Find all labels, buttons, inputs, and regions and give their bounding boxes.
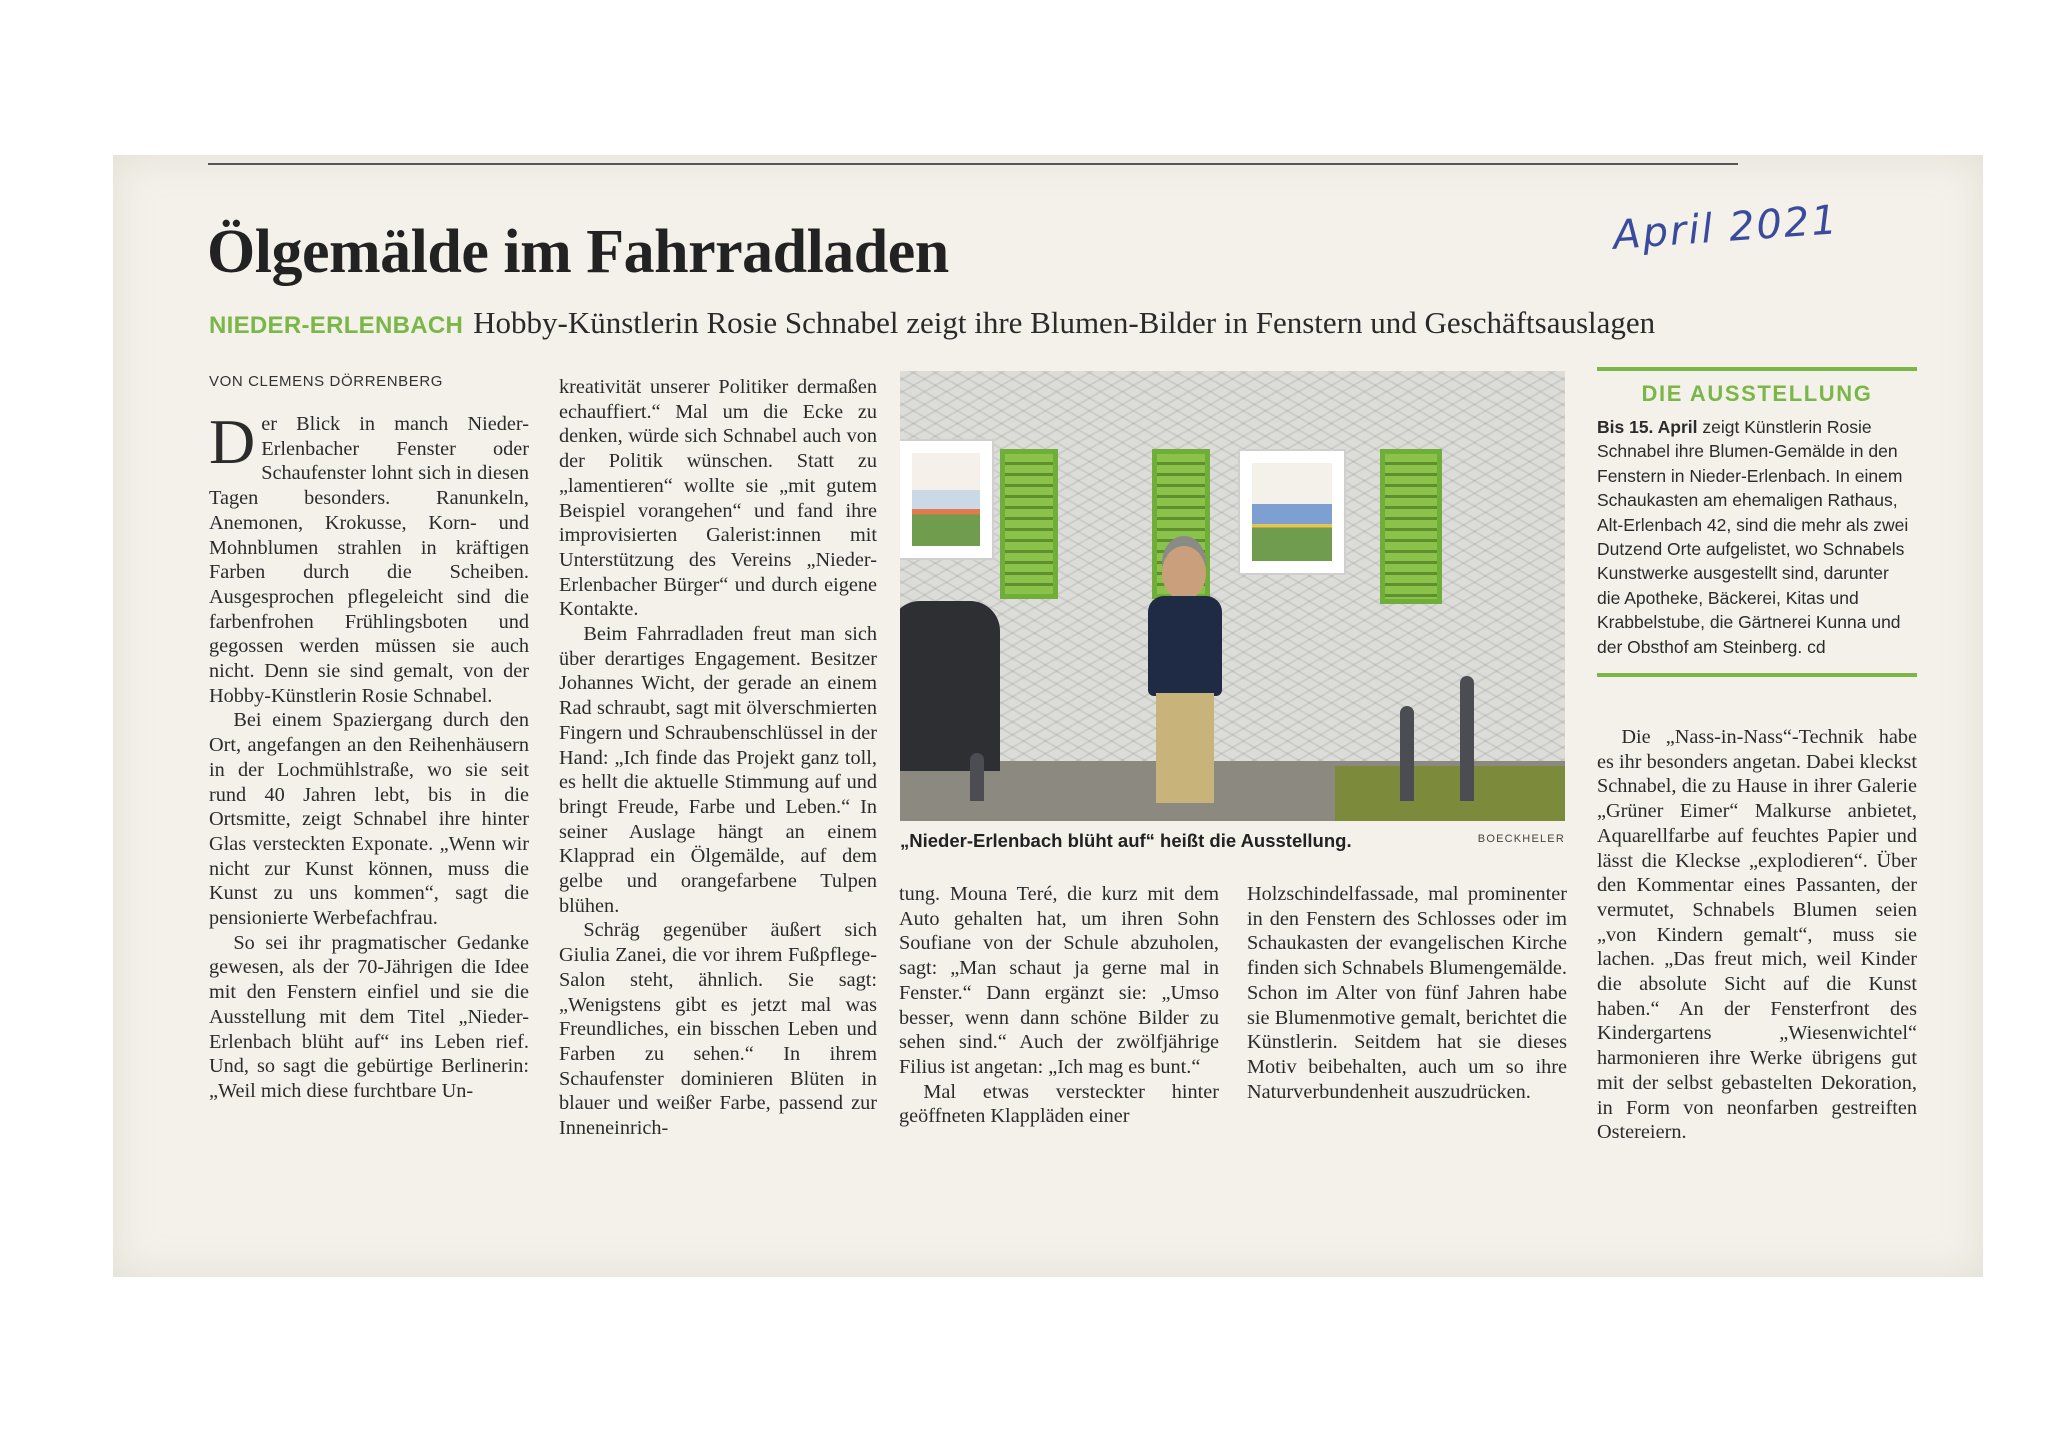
info-box-text: Bis 15. April zeigt Künstlerin Rosie Schnabel ihre Blumen-Gemälde in den Fenstern in Nieder-Erlenbach. In einem Schaukasten am ehemaligen Rathaus, Alt-Erlenbach 42, sind die mehr als zwei Dutzend Orte aufgelistet, wo Schnabels Kunstwerke ausgestellt sind, darunter die Apotheke, Bäckerei, Kitas und Krabbelstube, die Gärtnerei Kunna und der Obsthof am Steinberg. cd (1597, 417, 1909, 657)
paragraph: So sei ihr pragmatischer Gedanke gewesen, als der 70-Jährigen die Idee mit den Fenstern einfiel und sie die Ausstellung mit dem Titel „Nieder-Erlenbach blüht auf“ ins Leben rief. Und, so sagt die gebürtige Berlinerin: „Weil mich diese furchtbare Un- (209, 931, 529, 1102)
headline: Ölgemälde im Fahrradladen (207, 218, 949, 286)
info-box-bottom-rule (1597, 673, 1917, 677)
column-3 (899, 882, 1219, 1129)
photo-bicycle-cover (900, 601, 1000, 771)
photo-bollard (970, 753, 984, 801)
photo-shutter (1000, 449, 1058, 599)
paragraph: Holzschindelfassade, mal prominenter in den Fenstern des Schlosses oder im Schaukasten der evangelischen Kirche finden sich Schnabels Blumengemälde. Schon im Alter von fünf Jahren habe sie Blumenmotive gemalt, berichtet die Künstlerin. Seitdem hat sie dieses Motiv beibehalten, auch um so ihre Naturverbundenheit auszudrücken. (1247, 883, 1567, 1103)
paragraph: Mal etwas versteckter hinter geöffneten Klappläden einer (899, 1080, 1219, 1128)
newspaper-clipping (113, 155, 1983, 1277)
paragraph: Bei einem Spaziergang durch den Ort, angefangen an den Reihenhäusern in der Lochmühlstraße, wo sie seit rund 40 Jahren lebt, bis in die Ortsmitte, zeigt Schnabel ihre hinter Glas versteckten Exponate. „Wenn wir nicht zur Kunst können, muss die Kunst zu uns kommen“, sagt die pensionierte Werbefachfrau. (209, 709, 529, 930)
paragraph: Der Blick in manch Nieder-Erlenbacher Fenster oder Schaufenster lohnt sich in diesen Tagen besonders. Ranunkeln, Anemonen, Krokusse, Korn- und Mohnblumen strahlen in kräftigen Farben durch die Scheiben. Ausgesprochen pflegeleicht sind die farbenfrohen Frühlingsboten und gegossen werden müssen sie auch nicht. Denn sie sind gemalt, von der Hobby-Künstlerin Rosie Schnabel. (209, 406, 529, 707)
photo-credit: BOECKHELER (1477, 833, 1565, 845)
handwritten-date: April 2021 (1611, 197, 1841, 259)
byline: VON CLEMENS DÖRRENBERG (209, 373, 444, 390)
photo-bollard (1460, 676, 1474, 801)
top-rule (208, 163, 1738, 165)
photo-window-right (1240, 451, 1344, 573)
column-1 (209, 406, 529, 1104)
column-5 (1597, 725, 1917, 1145)
info-box (1597, 367, 1917, 677)
info-box-title: DIE AUSSTELLUNG (1641, 381, 1873, 406)
photo-window-left (900, 441, 992, 558)
subheadline (209, 305, 1655, 341)
paragraph: kreativität unserer Politiker dermaßen echauffiert.“ Mal um die Ecke zu denken, würde sich Schnabel auch von der Politik wünschen. Statt zu „lamentieren“ wollte sie „mit gutem Beispiel vorangehen“ und fand ihre improvisierten Galerist:innen mit Unterstützung des Vereins „Nieder-Erlenbacher Bürger“ und durch eigene Kontakte. (559, 376, 877, 621)
column-4 (1247, 882, 1567, 1104)
photo-bollard (1400, 706, 1414, 801)
photo-artist-body (1148, 596, 1222, 696)
paragraph: tung. Mouna Teré, die kurz mit dem Auto gehalten hat, um ihren Sohn Soufiane von der Schule abzuholen, sagt: „Man schaut ja gerne mal in Fenster.“ Dann ergänzt sie: „Umso besser, wenn dann schöne Bilder zu sehen sind.“ Auch der zwölfjährige Filius ist angetan: „Ich mag es bunt.“ (899, 883, 1219, 1078)
column-2 (559, 375, 877, 1141)
paragraph: Die „Nass-in-Nass“-Technik habe es ihr besonders angetan. Dabei kleckst Schnabel, die zu Hause in ihrer Galerie „Grüner Eimer“ Malkurse anbietet, Aquarellfarbe auf feuchtes Papier und lässt die Kleckse „explodieren“. Über den Kommentar eines Passanten, der vermutet, Schnabels Blumen seien „von Kindern gemalt“, muss sie lachen. „Das freut mich, weil Kinder die absolute Sicht auf die Kunst haben.“ An der Fensterfront des Kindergartens „Wiesenwichtel“ harmonieren ihre Werke übrigens gut mit der selbst gebastelten Dekoration, in Form von neonfarben gestreiften Ostereiern. (1597, 726, 1917, 1144)
article-photo (900, 371, 1565, 821)
drop-cap: D (209, 406, 256, 477)
photo-lawn (1335, 766, 1565, 821)
info-box-top-rule (1597, 367, 1917, 371)
kicker: NIEDER-ERLENBACH (209, 312, 464, 339)
subheadline-text: Hobby-Künstlerin Rosie Schnabel zeigt ihre Blumen-Bilder in Fenstern und Geschäftsauslagen (473, 305, 1656, 340)
photo-artist-head (1162, 546, 1206, 600)
paragraph: Beim Fahrradladen freut man sich über derartiges Engagement. Besitzer Johannes Wicht, der gerade an einem Rad schraubt, sagt mit ölverschmierten Fingern und Schraubenschlüssel in der Hand: „Ich finde das Projekt ganz toll, es hellt die aktuelle Stimmung auf und bringt Freude, Farbe und Leben.“ In seiner Auslage hängt an einem Klapprad ein Ölgemälde, auf dem gelbe und orangefarbene Tulpen blühen. (559, 623, 877, 917)
photo-artist-legs (1156, 693, 1214, 803)
photo-shutter (1380, 449, 1442, 604)
paragraph: Schräg gegenüber äußert sich Giulia Zanei, die vor ihrem Fußpflege-Salon steht, ähnlich. Sie sagt: „Wenigstens gibt es jetzt mal was Freundliches, ein bisschen Leben und Farben zu sehen.“ In ihrem Schaufenster dominieren Blüten in blauer und weißer Farbe, passend zur Inneneinrich- (559, 919, 877, 1140)
photo-caption: „Nieder-Erlenbach blüht auf“ heißt die Ausstellung. BOECKHELER (900, 830, 1565, 851)
